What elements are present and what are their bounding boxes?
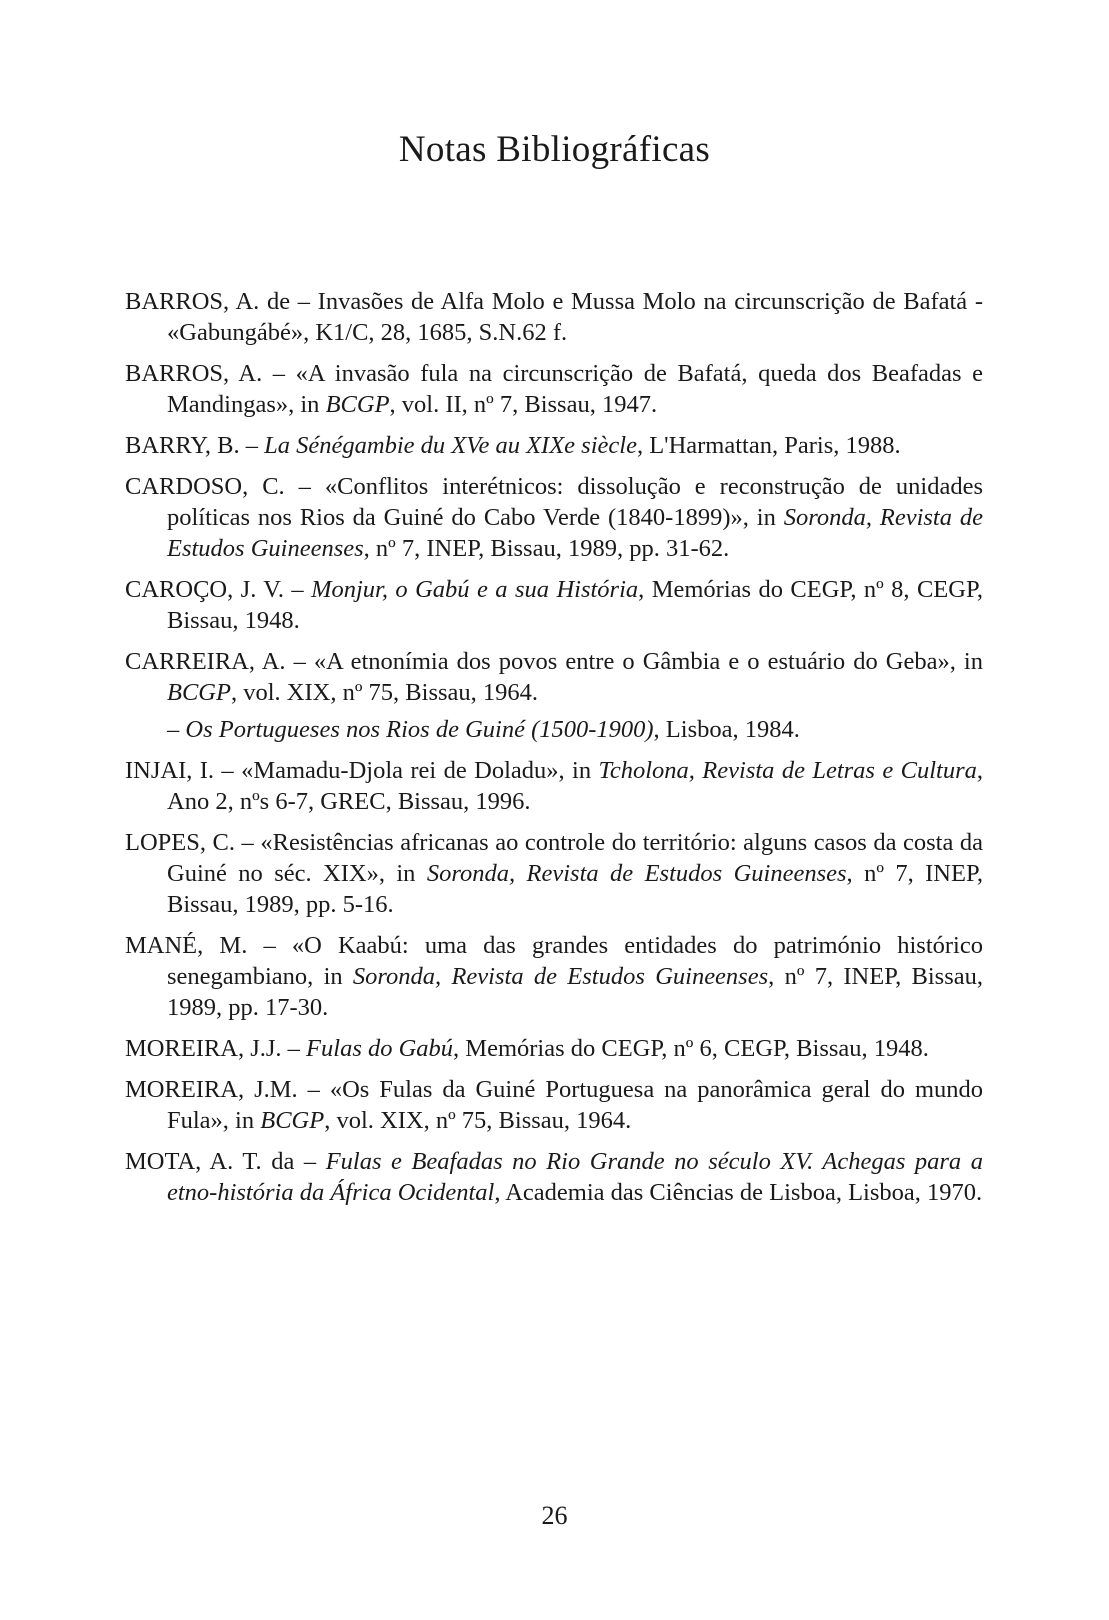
reference-source-title: Os Portugueses nos Rios de Guiné (1500-1900) — [185, 716, 654, 743]
reference-author: MOTA, A. T. da – — [125, 1148, 326, 1175]
reference-source-title: Soronda, Revista de Estudos Guineenses — [167, 504, 983, 562]
reference-entry — [125, 1033, 983, 1064]
reference-source-title: Soronda, Revista de Estudos Guineenses — [426, 860, 847, 887]
reference-details: , nº 7, INEP, Bissau, 1989, pp. 31-62. — [363, 535, 730, 562]
reference-details: , Academia das Ciências de Lisboa, Lisboa, 1970. — [494, 1179, 983, 1206]
reference-source-title: Fulas do Gabú — [306, 1035, 454, 1062]
reference-entry — [125, 574, 983, 636]
reference-text: LOPES, C. – «Resistências africanas ao controle do território: alguns casos da costa da Guiné no séc. XIX», in — [125, 829, 983, 887]
reference-details: , L'Harmattan, Paris, 1988. — [636, 432, 901, 459]
reference-source-title: BCGP — [167, 679, 231, 706]
reference-details: , vol. XIX, nº 75, Bissau, 1964. — [324, 1107, 632, 1134]
bibliography-list — [125, 286, 983, 1218]
reference-entry — [125, 358, 983, 420]
reference-entry — [125, 430, 983, 461]
reference-author: BARRY, B. – — [125, 432, 265, 459]
reference-text: CARDOSO, C. – «Conflitos interétnicos: dissolução e reconstrução de unidades políticas nos Rios da Guiné do Cabo Verde (1840-1899)», in — [125, 473, 983, 531]
reference-entry — [125, 286, 983, 348]
reference-source-title: BCGP — [325, 391, 390, 418]
reference-details: , Ano 2, nºs 6-7, GREC, Bissau, 1996. — [167, 757, 983, 815]
reference-source-title: Monjur, o Gabú e a sua História — [311, 576, 639, 603]
reference-entry — [125, 827, 983, 920]
page-number: 26 — [541, 1501, 568, 1530]
reference-details: , vol. II, nº 7, Bissau, 1947. — [389, 391, 658, 418]
reference-text: BARROS, A. – «A invasão fula na circunscrição de Bafatá, queda dos Beafadas e Mandingas», in — [125, 360, 983, 418]
reference-details: , Lisboa, 1984. — [653, 716, 800, 743]
reference-source-title: La Sénégambie du XVe au XIXe siècle — [264, 432, 637, 459]
reference-dash: – — [167, 716, 186, 743]
reference-details: , Memórias do CEGP, nº 6, CEGP, Bissau, 1948. — [453, 1035, 929, 1062]
page-title: Notas Bibliográficas — [398, 129, 711, 170]
reference-entry — [125, 930, 983, 1023]
reference-text: BARROS, A. de – Invasões de Alfa Molo e Mussa Molo na circunscrição de Bafatá - «Gabungábé», K1/C, 28, 1685, S.N.62 f. — [125, 288, 983, 346]
reference-entry — [125, 646, 983, 708]
reference-text: MOREIRA, J.M. – «Os Fulas da Guiné Portuguesa na panorâmica geral do mundo Fula», in — [125, 1076, 983, 1134]
reference-details: , nº 7, INEP, Bissau, 1989, pp. 17-30. — [167, 963, 983, 1021]
reference-details: , nº 7, INEP, Bissau, 1989, pp. 5-16. — [167, 860, 983, 918]
reference-author: MOREIRA, J.J. – — [125, 1035, 307, 1062]
reference-source-title: BCGP — [260, 1107, 325, 1134]
reference-entry — [125, 755, 983, 817]
reference-details: , vol. XIX, nº 75, Bissau, 1964. — [230, 679, 539, 706]
reference-text: INJAI, I. – «Mamadu-Djola rei de Doladu», in — [125, 757, 599, 784]
reference-entry — [125, 471, 983, 564]
reference-details: , Memórias do CEGP, nº 8, CEGP, Bissau, 1948. — [167, 576, 983, 634]
reference-text: MANÉ, M. – «O Kaabú: uma das grandes entidades do património histórico senegambiano, in — [125, 932, 983, 990]
reference-text: CARREIRA, A. – «A etnonímia dos povos entre o Gâmbia e o estuário do Geba», in — [125, 648, 983, 675]
reference-source-title: Fulas e Beafadas no Rio Grande no século XV. Achegas para a etno-história da África Ocidental — [167, 1148, 983, 1206]
reference-entry — [125, 1074, 983, 1136]
reference-entry — [125, 1146, 983, 1208]
reference-source-title: Soronda, Revista de Estudos Guineenses — [352, 963, 769, 990]
reference-author: CAROÇO, J. V. – — [125, 576, 312, 603]
reference-source-title: Tcholona, Revista de Letras e Cultura — [598, 757, 977, 784]
reference-entry-continuation — [125, 714, 983, 745]
